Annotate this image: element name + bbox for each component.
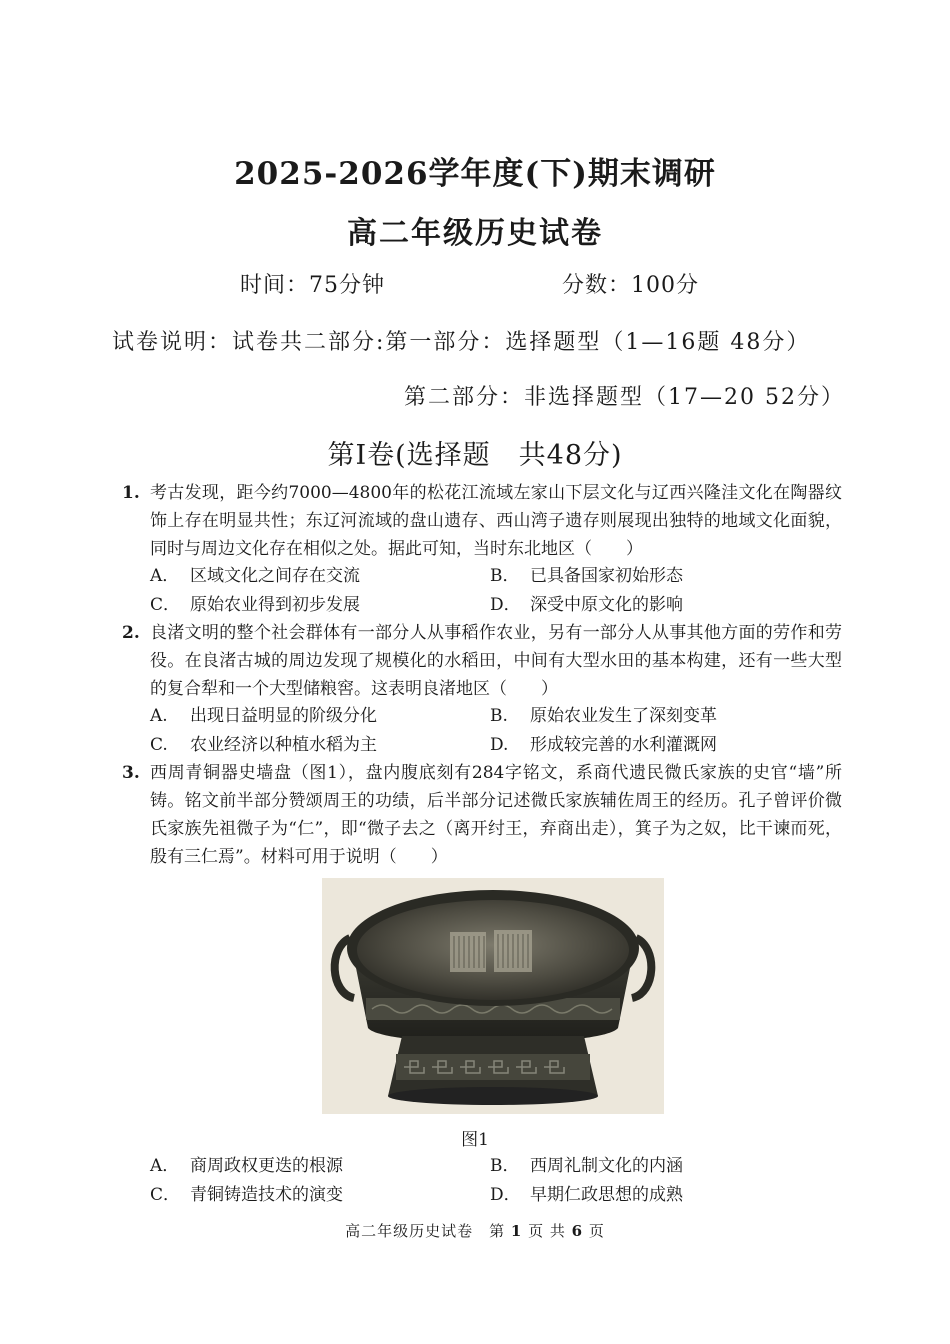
option-a[interactable]: A． 商周政权更迭的根源 <box>150 1156 343 1176</box>
current-page: 1 <box>510 1222 523 1240</box>
question-number: 1. <box>122 483 140 503</box>
option-a[interactable]: A． 区域文化之间存在交流 <box>150 566 360 586</box>
exam-note-line1: 试卷说明：试卷共二部分:第一部分：选择题型（1—16题 48分） <box>112 330 811 355</box>
question-stem: 良渚文明的整个社会群体有一部分人从事稻作农业，另有一部分人从事其他方面的劳作和劳役。在良渚古城的周边发现了规模化的水稻田，中间有大型水田的基本构建，还有一些大型的复合犁和一个大型储粮窖。这表明良渚地区（ ） <box>150 623 842 699</box>
figure-caption: 图1 <box>461 1130 489 1150</box>
bronze-basin-image <box>322 878 664 1114</box>
option-b[interactable]: B. 原始农业发生了深刻变革 <box>490 706 717 726</box>
option-c[interactable]: C． 原始农业得到初步发展 <box>150 595 360 615</box>
exam-score: 分数：100分 <box>562 273 699 298</box>
exam-time: 时间：75分钟 <box>240 273 385 298</box>
exam-subtitle: 高二年级历史试卷 <box>347 216 603 251</box>
option-c[interactable]: C． 青铜铸造技术的演变 <box>150 1185 343 1205</box>
exam-note-line2: 第二部分：非选择题型（17—20 52分） <box>404 385 845 410</box>
question-stem: 考古发现，距今约7000—4800年的松花江流域左家山下层文化与辽西兴隆洼文化在陶器纹饰上存在明显共性；东辽河流域的盘山遗存、西山湾子遗存则展现出独特的地域文化面貌，同时与周边文化存在相似之处。据此可知，当时东北地区（ ） <box>150 483 842 559</box>
question-number: 2. <box>122 623 140 643</box>
option-c[interactable]: C. 农业经济以种植水稻为主 <box>150 735 377 755</box>
question-stem: 西周青铜器史墙盘（图1），盘内腹底刻有284字铭文，系商代遗民微氏家族的史官“墙”所铸。铭文前半部分赞颂周王的功绩，后半部分记述微氏家族辅佐周王的经历。孔子曾评价微氏家族先祖微子为“仁”，即“微子去之（离开纣王，弃商出走），箕子为之奴，比干谏而死，殷有三仁焉”。材料可用于说明（ ） <box>150 763 842 867</box>
question-3 <box>122 759 842 871</box>
total-pages: 6 <box>571 1222 584 1240</box>
option-d[interactable]: D． 早期仁政思想的成熟 <box>490 1185 683 1205</box>
question-2 <box>122 619 842 703</box>
question-number: 3. <box>122 763 140 783</box>
option-b[interactable]: B． 西周礼制文化的内涵 <box>490 1156 683 1176</box>
option-a[interactable]: A. 出现日益明显的阶级分化 <box>150 706 377 726</box>
page-footer: 高二年级历史试卷 第 1 页 共 6 页 <box>345 1222 605 1240</box>
option-d[interactable]: D． 深受中原文化的影响 <box>490 595 683 615</box>
section-title: 第Ⅰ卷(选择题 共48分) <box>327 440 623 471</box>
exam-title: 2025-2026学年度(下)期末调研 <box>234 156 716 192</box>
bronze-basin-figure <box>322 878 664 1114</box>
question-1 <box>122 479 842 563</box>
option-d[interactable]: D. 形成较完善的水利灌溉网 <box>490 735 717 755</box>
option-b[interactable]: B． 已具备国家初始形态 <box>490 566 683 586</box>
